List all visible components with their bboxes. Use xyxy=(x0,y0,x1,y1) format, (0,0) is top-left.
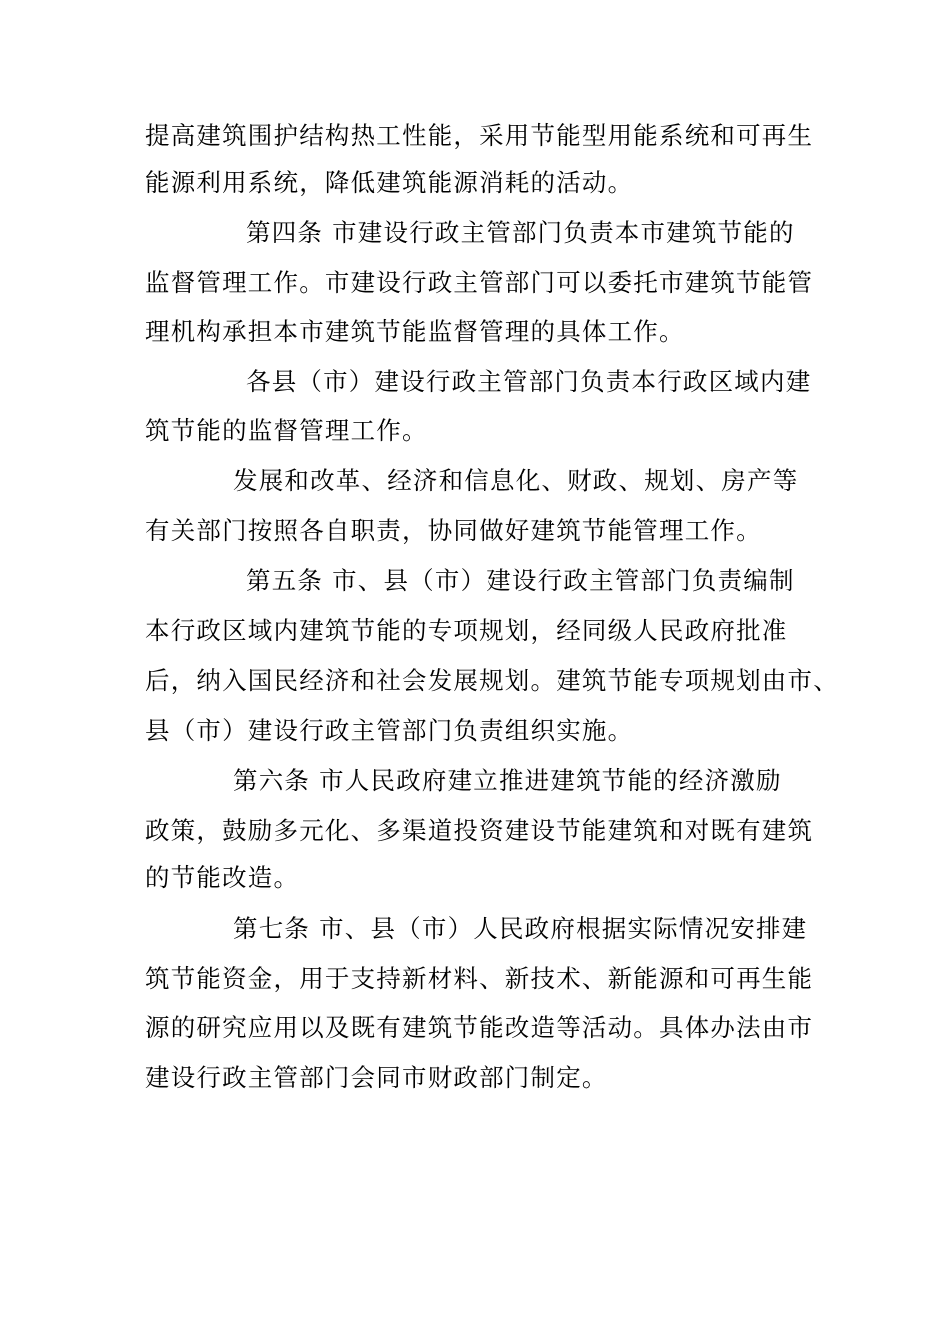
article-7-heading-line: 第七条 市、县（市）人民政府根据实际情况安排建 xyxy=(233,914,808,943)
text-line: 的节能改造。 xyxy=(145,863,300,892)
text-line: 后，纳入国民经济和社会发展规划。建筑节能专项规划由市、 xyxy=(145,666,839,695)
article-4-heading-line: 第四条 市建设行政主管部门负责本市建筑节能的 xyxy=(246,218,795,247)
article-5-heading-line: 第五条 市、县（市）建设行政主管部门负责编制 xyxy=(246,566,795,595)
text-line: 提高建筑围护结构热工性能，采用节能型用能系统和可再生 xyxy=(145,121,814,150)
text-line: 政策，鼓励多元化、多渠道投资建设节能建筑和对既有建筑 xyxy=(145,816,814,845)
text-line: 有关部门按照各自职责，协同做好建筑节能管理工作。 xyxy=(145,516,762,545)
text-line: 筑节能资金，用于支持新材料、新技术、新能源和可再生能 xyxy=(145,964,814,993)
text-line: 筑节能的监督管理工作。 xyxy=(145,416,428,445)
text-line: 理机构承担本市建筑节能监督管理的具体工作。 xyxy=(145,317,685,346)
paragraph-first-line: 各县（市）建设行政主管部门负责本行政区域内建 xyxy=(246,367,812,396)
text-line: 源的研究应用以及既有建筑节能改造等活动。具体办法由市 xyxy=(145,1013,814,1042)
text-line: 县（市）建设行政主管部门负责组织实施。 xyxy=(145,716,634,745)
paragraph-first-line: 发展和改革、经济和信息化、财政、规划、房产等 xyxy=(233,466,799,495)
article-6-heading-line: 第六条 市人民政府建立推进建筑节能的经济激励 xyxy=(233,766,782,795)
text-line: 建设行政主管部门会同市财政部门制定。 xyxy=(145,1063,608,1092)
text-line: 监督管理工作。市建设行政主管部门可以委托市建筑节能管 xyxy=(145,268,814,297)
text-line: 本行政区域内建筑节能的专项规划，经同级人民政府批准 xyxy=(145,616,788,645)
text-line: 能源利用系统，降低建筑能源消耗的活动。 xyxy=(145,168,634,197)
